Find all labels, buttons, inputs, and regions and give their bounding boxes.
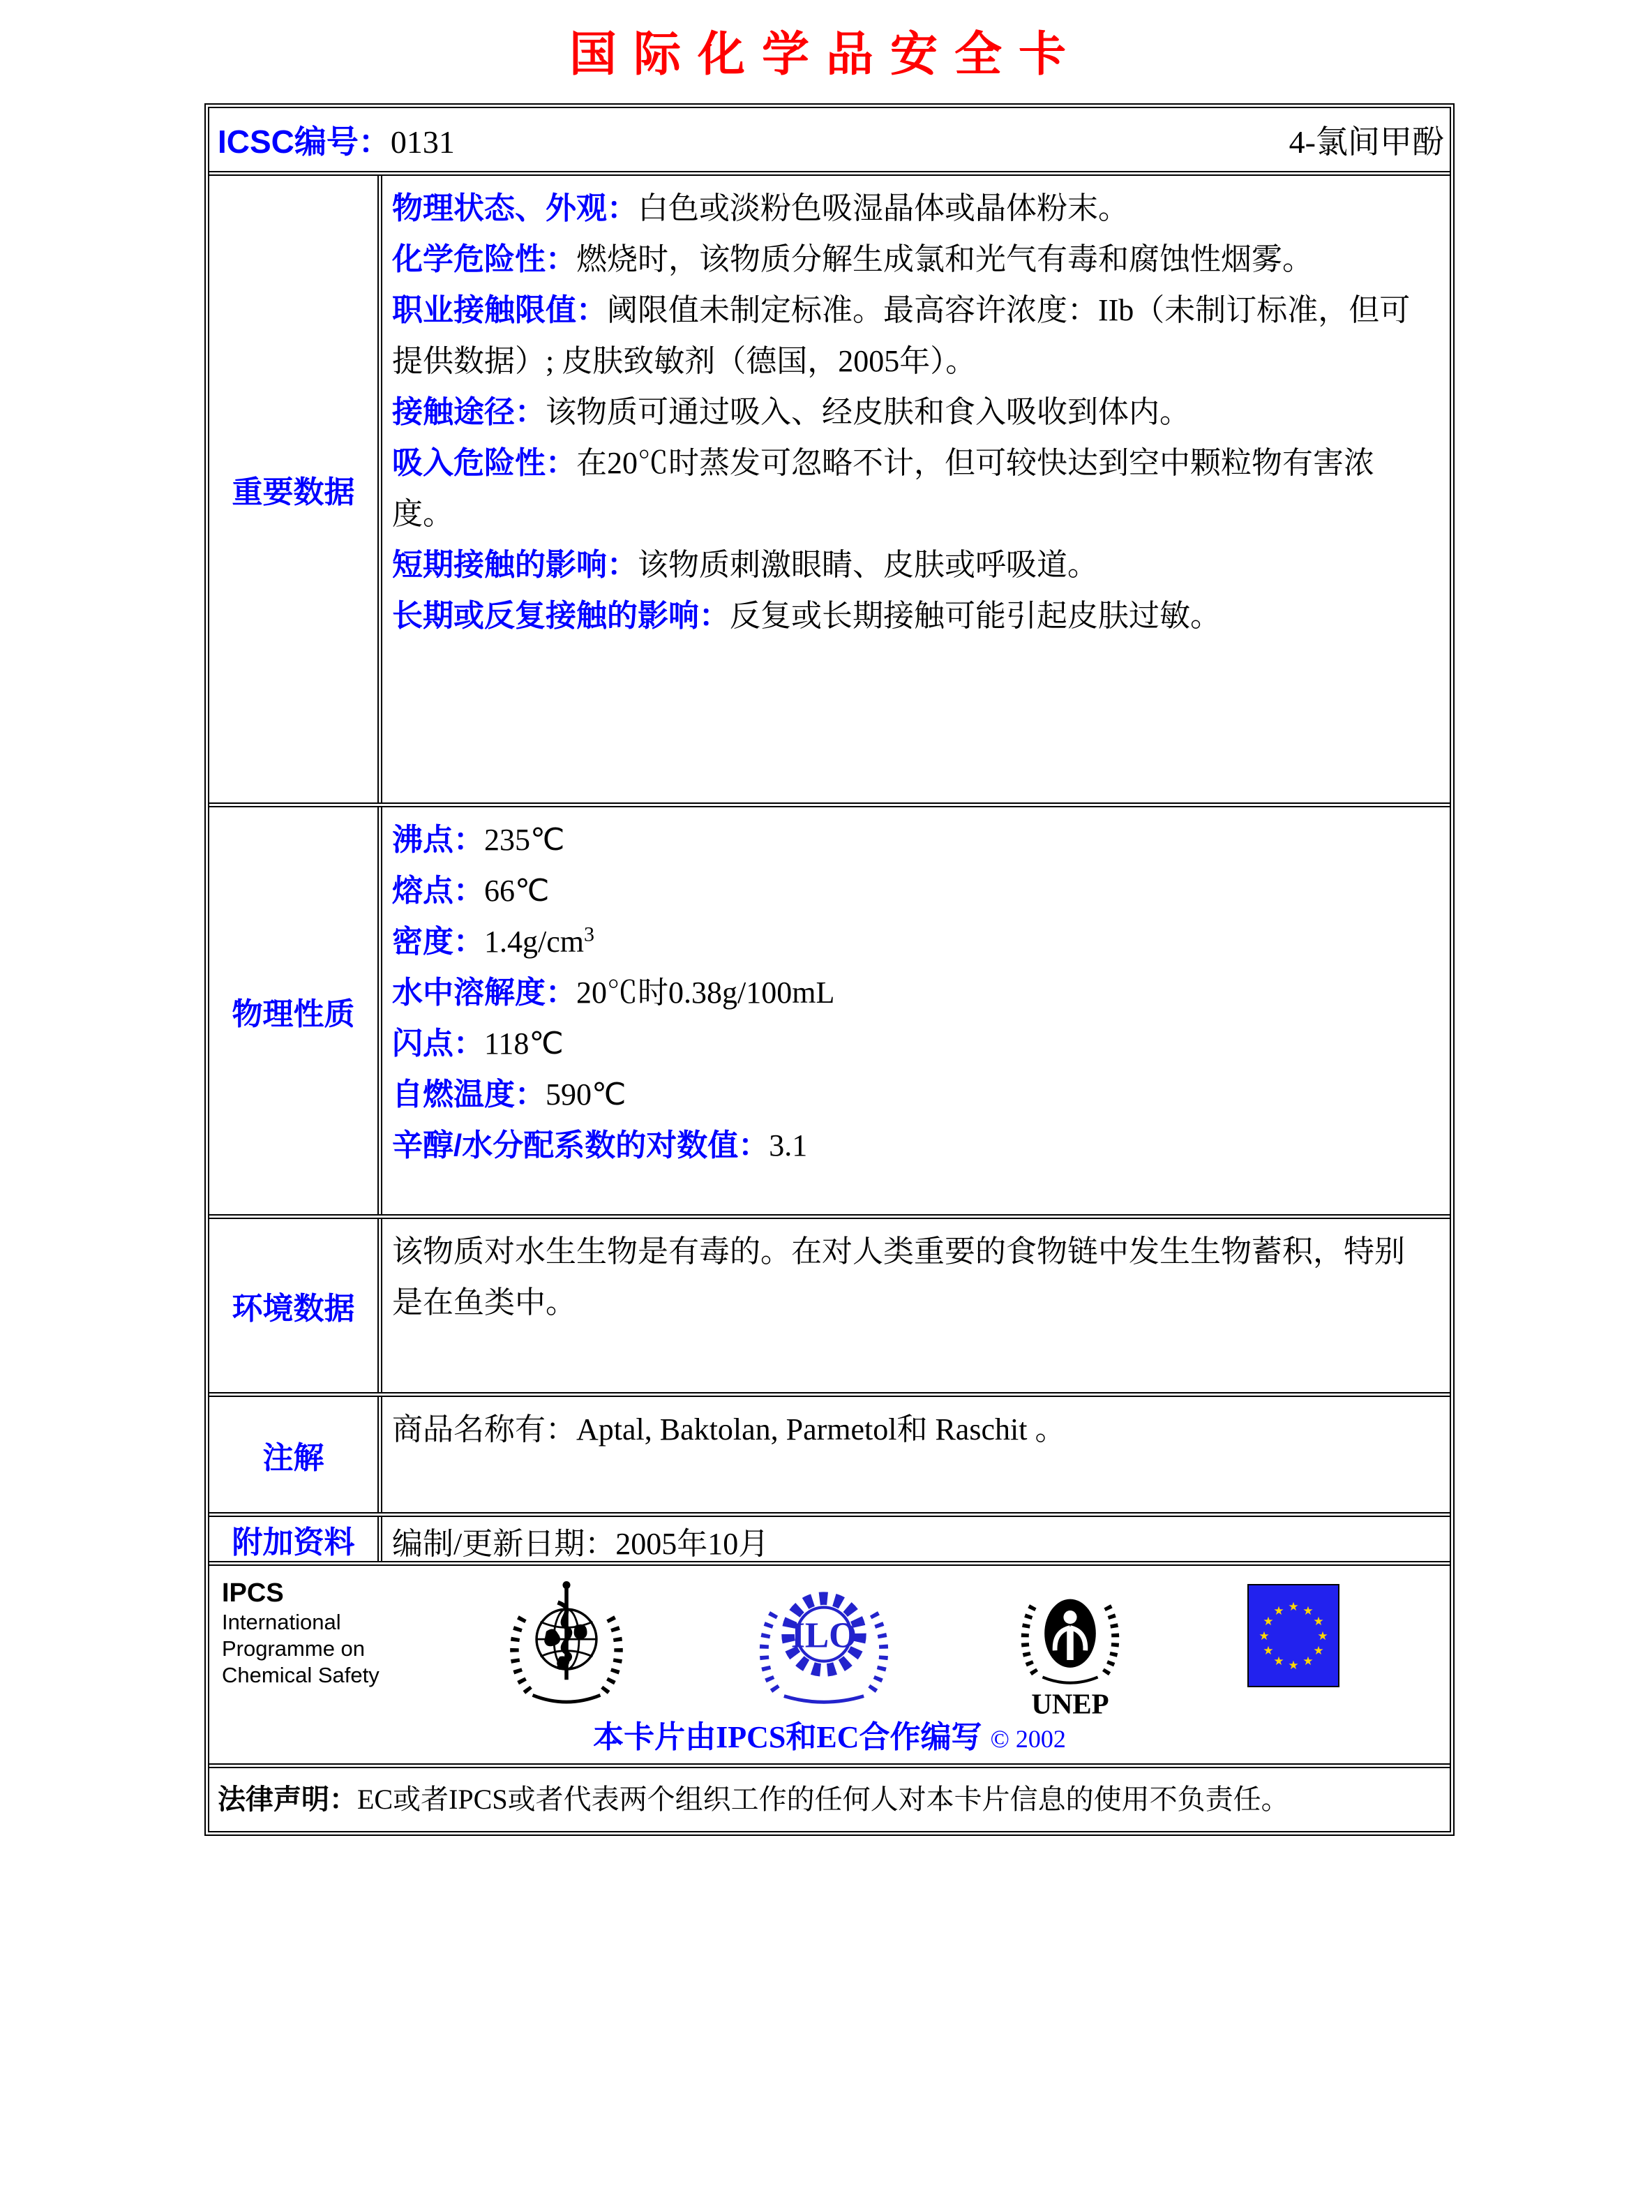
svg-text:★: ★ (1313, 1644, 1324, 1658)
physical-properties-content (382, 807, 1450, 1214)
item-label: 长期或反复接触的影响： (392, 599, 730, 633)
row-footer (209, 1561, 1450, 1763)
item-label: 化学危险性： (392, 242, 576, 276)
item-text: 66℃ (484, 874, 550, 908)
important-item (392, 387, 1418, 438)
row-environmental-data (209, 1214, 1450, 1392)
row-label-physical-properties: 物理性质 (209, 807, 382, 1214)
icsc-number-label: ICSC编号： (218, 124, 391, 160)
copyright-text: © 2002 (990, 1725, 1066, 1753)
footer-cell (209, 1566, 1450, 1763)
svg-text:★: ★ (1259, 1629, 1270, 1643)
header-cell (209, 108, 1450, 171)
important-item (392, 234, 1418, 285)
row-legal (209, 1763, 1450, 1831)
icsc-number-value: 0131 (390, 124, 455, 160)
item-text: 反复或长期接触可能引起皮肤过敏。 (730, 599, 1221, 633)
additional-info-text (392, 1518, 1418, 1569)
legal-cell (209, 1768, 1450, 1831)
physical-item (392, 916, 1418, 967)
item-label: 辛醇/水分配系数的对数值： (392, 1128, 769, 1163)
important-item (392, 590, 1418, 641)
svg-text:★: ★ (1302, 1604, 1314, 1618)
icsc-number (218, 117, 455, 163)
item-text: 118℃ (484, 1026, 564, 1061)
ipcs-block (222, 1574, 380, 1689)
additional-info-content (382, 1517, 1450, 1561)
physical-item (392, 814, 1418, 865)
physical-item (392, 865, 1418, 916)
environmental-data-text: 该物质对水生生物是有毒的。在对人类重要的食物链中发生生物蓄积，特别是在鱼类中。 (392, 1234, 1405, 1320)
item-text: 235℃ (484, 823, 565, 857)
item-text: 燃烧时，该物质分解生成氯和光气有毒和腐蚀性烟雾。 (576, 242, 1313, 276)
item-text: 该物质可通过吸入、经皮肤和食入吸收到体内。 (546, 395, 1190, 429)
unep-text: UNEP (1031, 1688, 1110, 1717)
svg-text:★: ★ (1313, 1615, 1324, 1629)
item-text: 1.4g/cm (484, 925, 584, 959)
important-data-content (382, 176, 1450, 802)
date-label: 编制/更新日期： (392, 1527, 616, 1561)
svg-text:★: ★ (1317, 1629, 1328, 1643)
svg-text:★: ★ (1288, 1600, 1299, 1614)
item-label: 短期接触的影响： (392, 548, 638, 582)
item-label: 密度： (392, 925, 484, 959)
svg-text:★: ★ (1263, 1644, 1274, 1658)
item-label: 物理状态、外观： (392, 191, 638, 225)
eu-flag-icon (1247, 1584, 1339, 1691)
important-item (392, 285, 1418, 387)
important-item (392, 183, 1418, 234)
unep-logo-icon (1018, 1574, 1122, 1717)
page-title: 国际化学品安全卡 (569, 28, 1083, 81)
row-physical-properties (209, 802, 1450, 1214)
row-label-environmental-data: 环境数据 (209, 1219, 382, 1392)
item-text: 20℃时0.38g/100mL (576, 976, 835, 1010)
row-label-additional-info: 附加资料 (209, 1517, 382, 1561)
ipcs-title: IPCS (222, 1578, 284, 1608)
credit-text: 本卡片由IPCS和EC合作编写 (593, 1720, 982, 1754)
svg-text:★: ★ (1263, 1615, 1274, 1629)
ilo-logo-icon (754, 1574, 894, 1710)
row-label-important-data: 重要数据 (209, 176, 382, 802)
item-label: 接触途径： (392, 395, 546, 429)
important-item (392, 438, 1418, 539)
chemical-name: 4-氯间甲酚 (1289, 124, 1444, 160)
item-text: 在20℃时蒸发可忽略不计，但可较快达到空中颗粒物有害浓度。 (392, 446, 1374, 531)
item-label: 吸入危险性： (392, 446, 576, 480)
item-text: 阈限值未制定标准。最高容许浓度：IIb（未制订标准，但可提供数据）; 皮肤致敏剂（德国，2005年）。 (392, 293, 1411, 378)
item-text: 白色或淡粉色吸湿晶体或晶体粉末。 (638, 191, 1129, 225)
physical-item (392, 1069, 1418, 1120)
physical-item (392, 1018, 1418, 1069)
row-additional-info (209, 1512, 1450, 1561)
item-label: 自燃温度： (392, 1077, 546, 1112)
important-item (392, 539, 1418, 590)
physical-item (392, 1120, 1418, 1171)
legal-label: 法律声明： (218, 1784, 357, 1815)
header-row (209, 108, 1450, 171)
row-notes (209, 1392, 1450, 1512)
date-value: 2005年10月 (615, 1527, 769, 1561)
who-logo-icon (504, 1574, 629, 1714)
environmental-data-content (382, 1219, 1450, 1392)
ilo-text: ILO (790, 1615, 857, 1656)
row-important-data (209, 171, 1450, 802)
notes-content (382, 1397, 1450, 1512)
ipcs-subtitle-line: Chemical Safety (222, 1663, 380, 1687)
item-label: 职业接触限值： (392, 293, 607, 327)
icsc-card (204, 103, 1455, 1836)
item-text: 该物质刺激眼睛、皮肤或呼吸道。 (638, 548, 1098, 582)
credit-line (209, 1712, 1450, 1756)
svg-text:★: ★ (1302, 1654, 1314, 1668)
item-label: 熔点： (392, 874, 484, 908)
item-text: 590℃ (546, 1077, 626, 1112)
legal-text: EC或者IPCS或者代表两个组织工作的任何人对本卡片信息的使用不负责任。 (357, 1784, 1289, 1815)
item-superscript: 3 (583, 922, 594, 946)
logos-strip (222, 1574, 1437, 1724)
item-label: 闪点： (392, 1026, 484, 1061)
notes-text: 商品名称有：Aptal, Baktolan, Parmetol和 Raschit 。 (392, 1412, 1066, 1447)
svg-text:★: ★ (1288, 1659, 1299, 1673)
item-label: 水中溶解度： (392, 976, 576, 1010)
ipcs-subtitle-line: International (222, 1610, 341, 1634)
row-label-notes: 注解 (209, 1397, 382, 1512)
physical-item (392, 967, 1418, 1018)
svg-text:★: ★ (1273, 1604, 1284, 1618)
item-text: 3.1 (769, 1128, 808, 1163)
ipcs-subtitle-line: Programme on (222, 1636, 366, 1661)
svg-text:★: ★ (1273, 1654, 1284, 1668)
item-label: 沸点： (392, 823, 484, 857)
